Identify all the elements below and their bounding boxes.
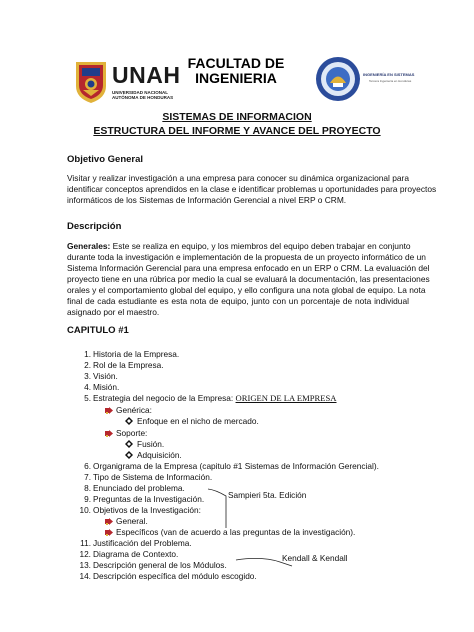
sampieri-annotation: Sampieri 5ta. Edición — [228, 490, 307, 500]
origen-empresa-note: ORIGEN DE LA EMPRESA — [235, 393, 337, 403]
arrow-bullet-icon — [105, 518, 113, 525]
document-page: UNAH UNIVERSIDAD NACIONAL AUTÓNOMA DE HONDURAS FACULTAD DE INGENIERIA INGENIERÍA EN SISTEMAS Tercera Ingeniería en Honduras SISTEMAS DE INFORMACION ESTRUCTURA DEL INFORME Y AVANCE DEL PROYECTO Objetivo General Visitar y realizar investigación a una empresa para conocer su dinámica organizacional para identificar conceptos aprendidos en la clase e identificar problemas u oportunidades para proyectos informáticos de los Sistemas de Información Gerencial a nivel ERP o CRM. Descripción Generales: Este se realiza en equipo, y los miembros del equipo deben trabajar en conjunto durante toda la investigación e implementación de la propuesta de un proyecto informático de un Sistema Información Gerencial para una empresa enfocado en un ERP o CRM. La evaluación del proyecto tiene en una rúbrica por medio la cual se evaluará la documentación, las presentaciones orales y el comportamiento global del equipo, y ello configura una nota global de equipo. La nota final de cada estudiante es esta nota de equipo, junto con un porcentaje de nota individual asignado por el maestro. CAPITULO #1 1. Historia de la Empresa. 2. Rol de la Empresa. 3. Visión. 4. Misión. 5. Estrategia del negocio de la Empresa: ORIGEN DE LA EMPRESA Genérica: Enfoque en el nicho de mercado. Soporte: Fusión. Adquisición. 6. Organigrama de la Empresa (capitulo #1 Sistemas de Información Gerencial). 7. Tipo de Sistema de Información. 8. Enunciado del problema. 9. Preguntas de la Investigación. 10. Objetivos de la Investigación: General. Específicos (van de acuerdo a las preguntas de la investigación). 11. Justificación del Problema. 12. Diagrama de Contexto. 13. Descripción general de los Módulos. 14. Descripción específica del módulo escogido. Sampieri 5ta. Edición Kendall & Kendall — [0, 0, 474, 632]
diamond-bullet-icon — [125, 451, 133, 459]
sub-sub-item: Fusión. — [125, 439, 164, 449]
descripcion-paragraph: Generales: Este se realiza en equipo, y los miembros del equipo deben trabajar en conjunto durante toda la investigación e implementación de la propuesta de un proyecto informático de un Sistema Información Gerencial para una empresa enfocado en un ERP o CRM. La evaluación del proyecto tiene en una rúbrica por medio la cual se evaluará la documentación, las presentaciones orales y el comportamiento global del equipo, y ello configura una nota global de equipo. La nota final de cada estudiante es esta nota de equipo, junto con un porcentaje de nota individual asignado por el maestro. — [67, 241, 430, 317]
sub-item-soporte: Soporte: — [105, 428, 147, 438]
kendall-annotation: Kendall & Kendall — [282, 553, 348, 563]
arrow-bullet-icon — [105, 430, 113, 437]
sub-sub-item: Enfoque en el nicho de mercado. — [125, 416, 259, 426]
unah-logo-subtitle: UNIVERSIDAD NACIONAL AUTÓNOMA DE HONDURAS — [112, 90, 174, 100]
sub-item-generica: Genérica: — [105, 405, 152, 415]
sistemas-logo — [315, 56, 415, 102]
descripcion-heading: Descripción — [67, 221, 122, 232]
sub-item-especificos: Específicos (van de acuerdo a las preguntas de la investigación). — [105, 527, 355, 537]
sub-sub-item: Adquisición. — [125, 450, 182, 460]
objetivo-paragraph: Visitar y realizar investigación a una empresa para conocer su dinámica organizacional para identificar conceptos aprendidos en la clase e identificar problemas u oportunidades para proyectos informáticos de los Sistemas de Información Gerencial a nivel ERP o CRM. — [67, 173, 437, 205]
sampieri-bracket — [208, 489, 226, 528]
document-subtitle: ESTRUCTURA DEL INFORME Y AVANCE DEL PROYECTO — [93, 125, 381, 137]
sistemas-logo-subtitle: Tercera Ingeniería en Honduras — [369, 79, 412, 83]
diamond-bullet-icon — [125, 417, 133, 425]
faculty-title: FACULTAD DE INGENIERIA — [187, 55, 285, 86]
sub-item-general: General. — [105, 516, 148, 526]
unah-logo-text: UNAH — [112, 62, 181, 88]
diamond-bullet-icon — [125, 440, 133, 448]
capitulo-heading: CAPITULO #1 — [67, 325, 129, 336]
arrow-bullet-icon — [105, 529, 113, 536]
sistemas-seal-icon — [315, 56, 361, 102]
generales-label: Generales: — [67, 241, 111, 251]
unah-shield-icon — [74, 60, 108, 104]
sistemas-logo-title: INGENIERÍA EN SISTEMAS — [363, 72, 415, 77]
document-title: SISTEMAS DE INFORMACION — [162, 111, 312, 123]
arrow-bullet-icon — [105, 407, 113, 414]
objetivo-heading: Objetivo General — [67, 154, 144, 165]
